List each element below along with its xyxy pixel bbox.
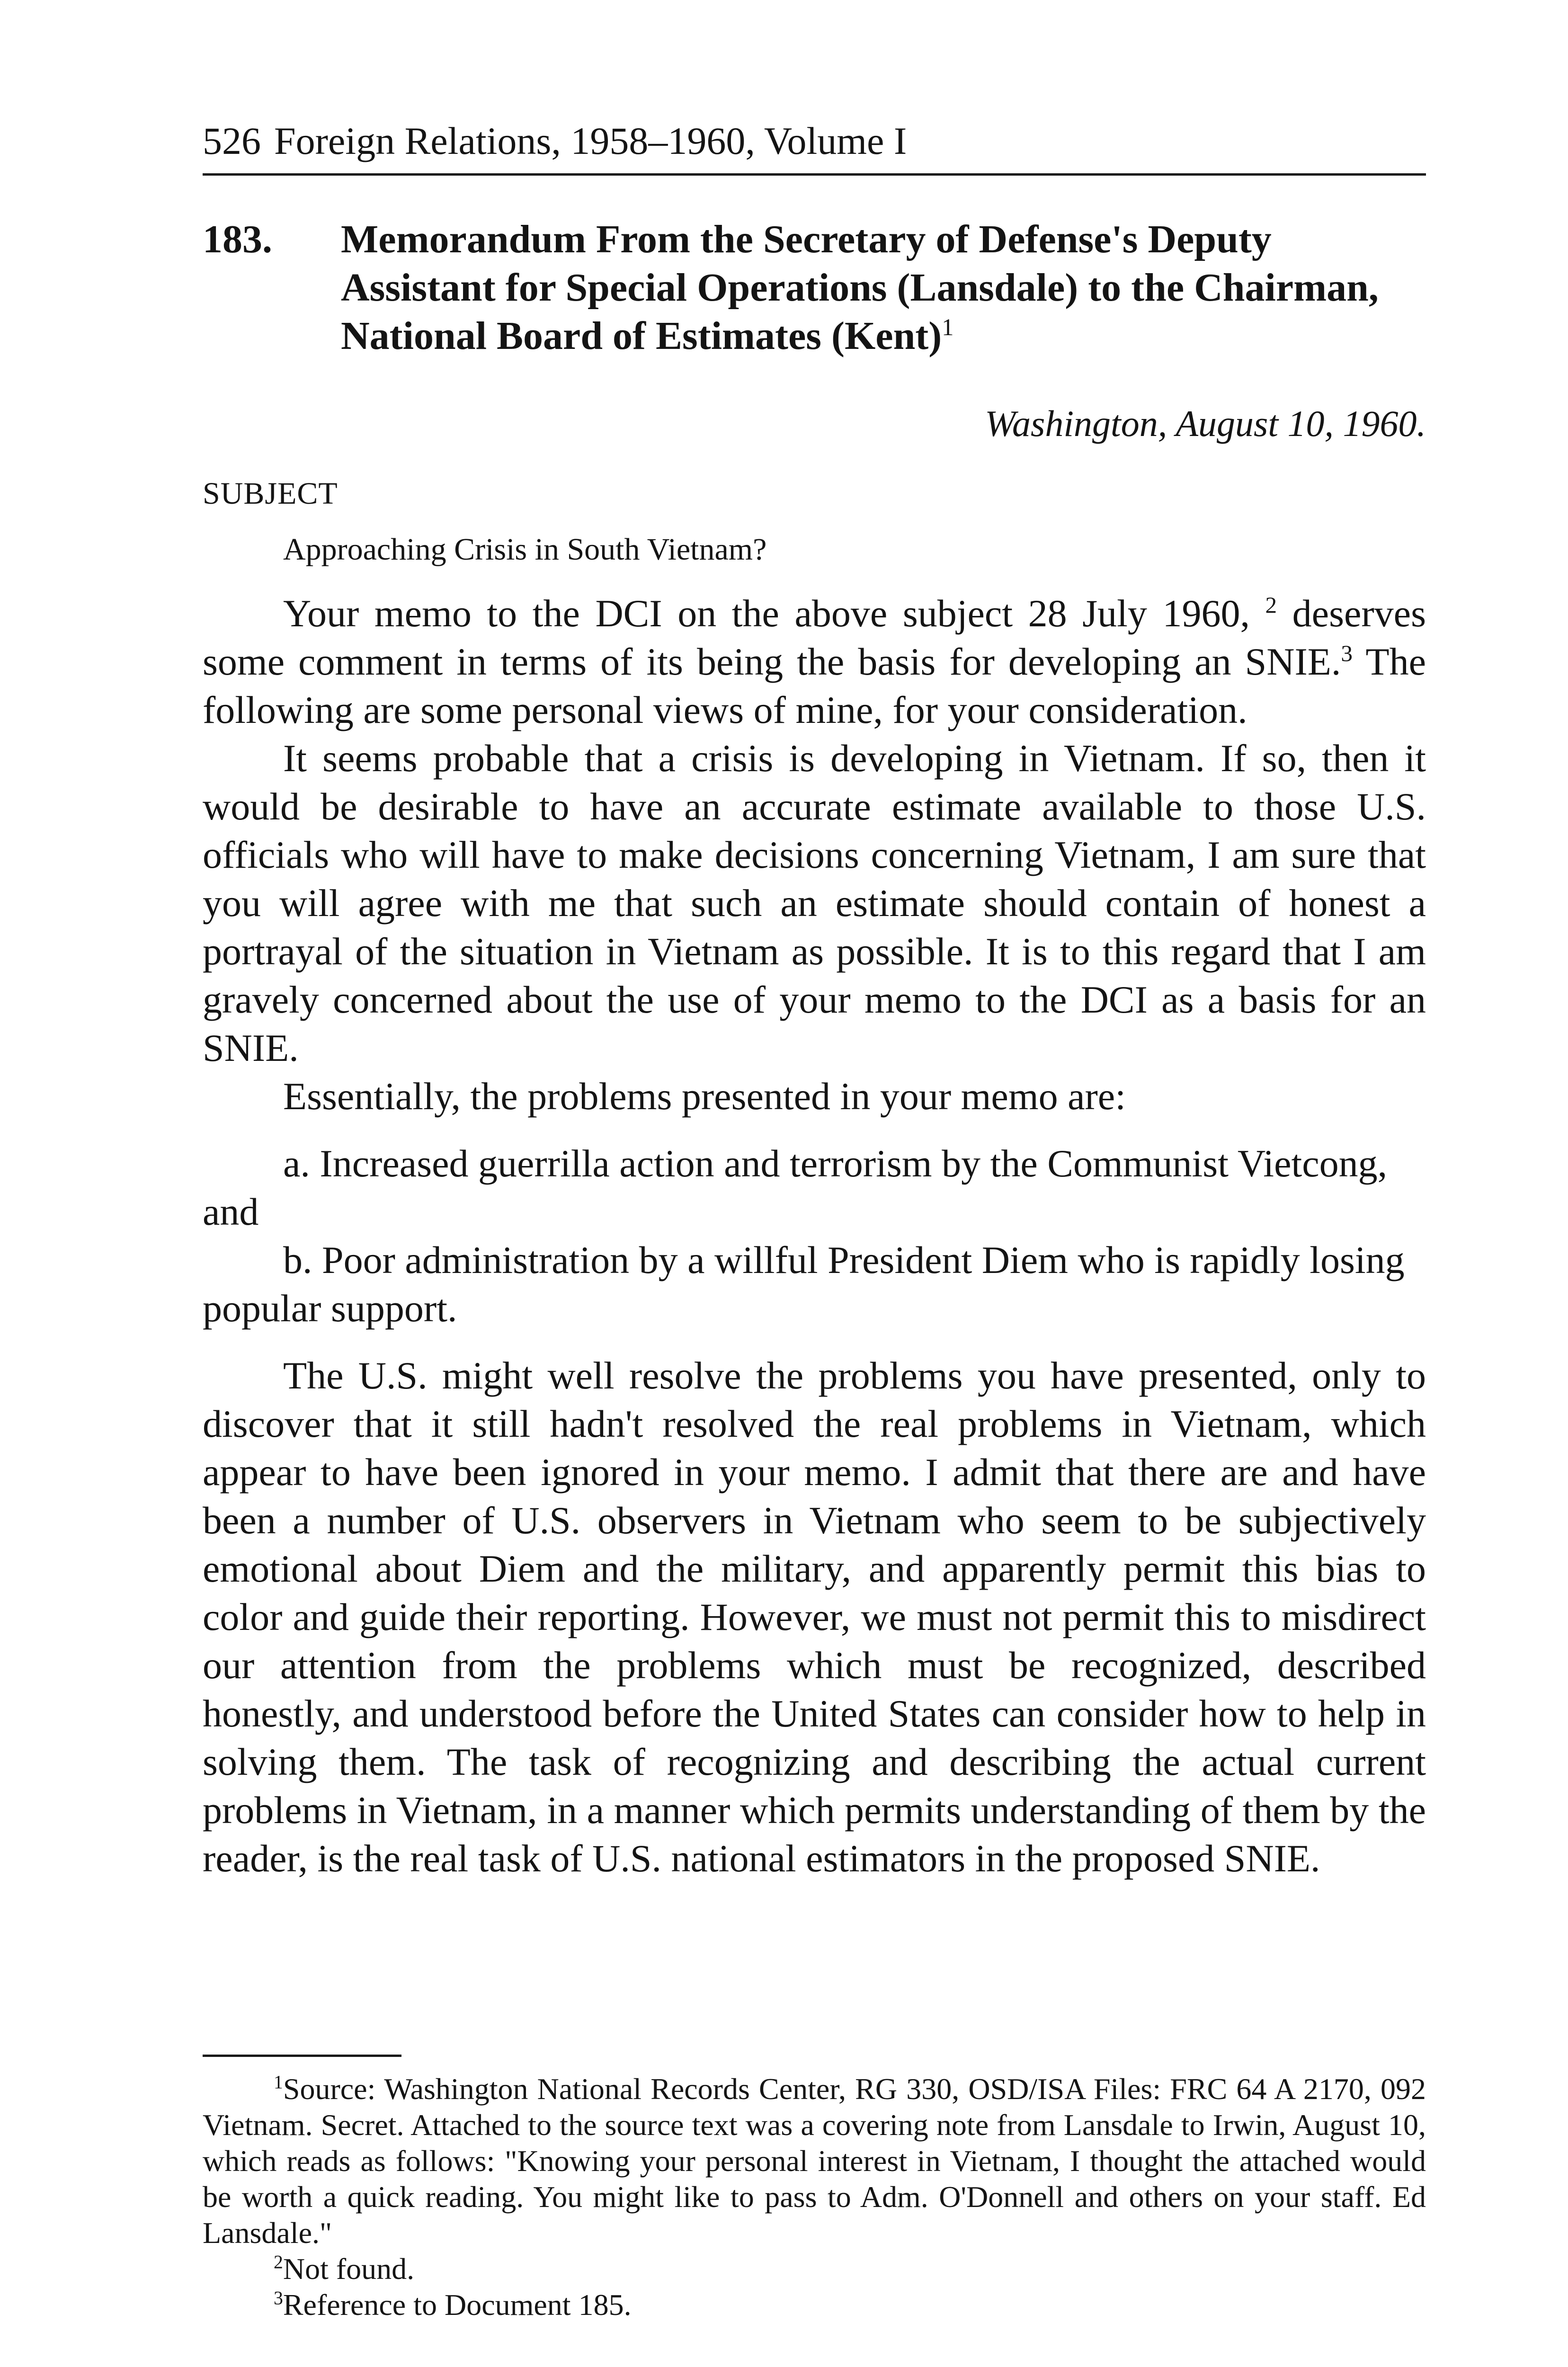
document-title-text: Memorandum From the Secretary of Defense's Deputy Assistant for Special Operations (Lansdale) to the Chairman, National Board of Estimates (Kent) bbox=[341, 217, 1379, 358]
subject-text: Approaching Crisis in South Vietnam? bbox=[283, 532, 767, 567]
footnote-2-mark: 2 bbox=[274, 2251, 283, 2273]
dateline: Washington, August 10, 1960. bbox=[985, 403, 1426, 444]
paragraph-3: Essentially, the problems presented in your memo are: bbox=[283, 1075, 1126, 1118]
list-item-a: a. Increased guerrilla action and terrorism by the Communist Vietcong, and bbox=[203, 1142, 1388, 1233]
document-title bbox=[341, 215, 1430, 360]
volume-title: Foreign Relations, 1958–1960, Volume I bbox=[274, 119, 907, 162]
paragraph-1-part-c: The following are some personal views of mine, for your consideration. bbox=[203, 640, 1426, 731]
footnote-1-text: Source: Washington National Records Center, RG 330, OSD/ISA Files: FRC 64 A 2170, 092 Vietnam. Secret. Attached to the source text was a covering note from Lansdale to Irwin, August 10, which reads as follows: "Knowing your personal interest in Vietnam, I thought the attached would be worth a quick reading. You might like to pass to Adm. O'Donnell and others on your staff. Ed Lansdale." bbox=[203, 2072, 1426, 2250]
footnote-2-text: Not found. bbox=[283, 2252, 415, 2286]
footnotes bbox=[203, 2071, 1426, 2323]
footnote-1-mark: 1 bbox=[274, 2072, 283, 2093]
footnote-2 bbox=[203, 2251, 1426, 2287]
footnote-1 bbox=[203, 2071, 1426, 2251]
memo-body bbox=[203, 589, 1426, 1883]
paragraph-1-part-b: deserves some comment in terms of its being the basis for developing an SNIE. bbox=[203, 592, 1426, 683]
subject-label: SUBJECT bbox=[203, 476, 338, 511]
document-heading bbox=[203, 215, 1426, 372]
footnote-ref-2: 2 bbox=[1265, 592, 1277, 618]
footnote-3-mark: 3 bbox=[274, 2287, 283, 2309]
footnote-divider bbox=[203, 2055, 401, 2057]
footnote-ref-3: 3 bbox=[1341, 640, 1353, 667]
paragraph-1-part-a: Your memo to the DCI on the above subject 28 July 1960, bbox=[283, 592, 1265, 635]
paragraph-4: The U.S. might well resolve the problems you have presented, only to discover that it still hadn't resolved the real problems in Vietnam, which appear to have been ignored in your memo. I admit that there are and have been a number of U.S. observers in Vietnam who seem to be subjectively emotional about Diem and the military, and apparently permit this bias to color and guide their reporting. However, we must not permit this to misdirect our attention from the problems which must be recognized, described honestly, and understood before the United States can consider how to help in solving them. The task of recognizing and describing the actual current problems in Vietnam, in a manner which permits understanding of them by the reader, is the real task of U.S. national estimators in the proposed SNIE. bbox=[203, 1354, 1426, 1880]
running-header bbox=[203, 117, 1426, 176]
list-item-b: b. Poor administration by a willful President Diem who is rapidly losing popular support. bbox=[203, 1238, 1405, 1330]
paragraph-2: It seems probable that a crisis is developing in Vietnam. If so, then it would be desirable to have an accurate estimate available to those U.S. officials who will have to make decisions concerning Vietnam, I am sure that you will agree with me that such an estimate should contain of honest a portrayal of the situation in Vietnam as possible. It is to this regard that I am gravely concerned about the use of your memo to the DCI as a basis for an SNIE. bbox=[203, 737, 1426, 1069]
paragraph-1 bbox=[203, 589, 1426, 734]
footnote-3 bbox=[203, 2287, 1426, 2323]
page-number: 526 bbox=[203, 119, 261, 162]
footnote-3-text: Reference to Document 185. bbox=[283, 2288, 632, 2322]
document-number: 183. bbox=[203, 217, 272, 261]
footnote-ref-1: 1 bbox=[942, 314, 954, 340]
